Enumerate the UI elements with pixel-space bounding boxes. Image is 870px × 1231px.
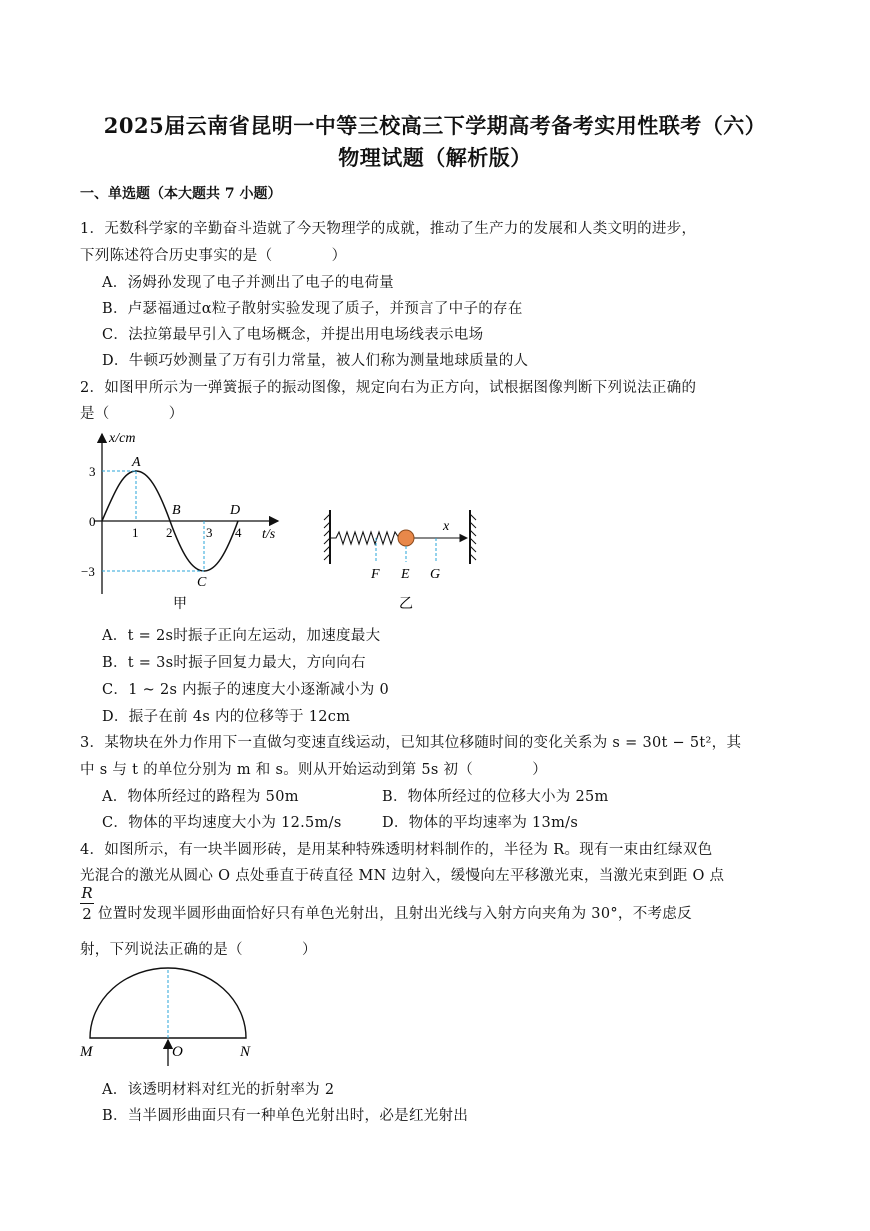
q2-figure-jia xyxy=(80,426,290,616)
axis-label-x-yi: x xyxy=(443,519,450,534)
q1-stem-line2: 下列陈述符合历史事实的是（ ） xyxy=(80,248,347,264)
q2-option-c: C．1 ~ 2s 内振子的速度大小逐渐减小为 0 xyxy=(102,682,389,698)
q3-option-c: C．物体的平均速度大小为 12.5m/s xyxy=(102,815,342,831)
q2-figure-yi xyxy=(320,500,480,615)
q3-stem-line1: 3．某物块在外力作用下一直做匀变速直线运动，已知其位移随时间的变化关系为 s = 30t − 5t²，其 xyxy=(80,735,742,751)
caption-jia: 甲 xyxy=(173,597,187,612)
tick-x-3: 3 xyxy=(206,525,213,540)
point-g: G xyxy=(430,567,441,582)
q4-stem-line2: 光混合的激光从圆心 O 点处垂直于砖直径 MN 边射入，缓慢向左平移激光束，当激光束到距 O 点 xyxy=(80,868,725,884)
q4-option-a: A．该透明材料对红光的折射率为 2 xyxy=(102,1082,335,1098)
q2-option-b: B．t = 3s时振子回复力最大，方向向右 xyxy=(102,655,366,671)
point-d: D xyxy=(230,503,241,518)
point-e: E xyxy=(401,567,410,582)
tick-x-1: 1 xyxy=(132,525,139,540)
point-c: C xyxy=(197,575,207,590)
tick-y-0: 0 xyxy=(89,514,96,529)
tick-y-3: 3 xyxy=(89,464,96,479)
section-heading: 一、单选题（本大题共 7 小题） xyxy=(80,186,282,202)
q4-stem-line1: 4．如图所示，有一块半圆形砖，是用某种特殊透明材料制作的，半径为 R。现有一束由红绿双色 xyxy=(80,842,713,858)
point-b: B xyxy=(172,503,181,518)
q4-fraction xyxy=(80,884,94,923)
q1-option-a: A．汤姆孙发现了电子并测出了电子的电荷量 xyxy=(102,275,394,291)
doc-title-line1: 2025届云南省昆明一中等三校高三下学期高考备考实用性联考（六） xyxy=(103,113,767,138)
q3-stem-line2: 中 s 与 t 的单位分别为 m 和 s。则从开始运动到第 5s 初（ ） xyxy=(80,762,548,778)
q1-stem-line1: 1．无数科学家的辛勤奋斗造就了今天物理学的成就，推动了生产力的发展和人类文明的进步， xyxy=(80,221,697,237)
x-axis-label: t/s xyxy=(262,527,276,542)
q3-option-b: B．物体所经过的位移大小为 25m xyxy=(382,789,609,805)
q4-stem-line3: 位置时发现半圆形曲面恰好只有单色光射出，且射出光线与入射方向夹角为 30°，不考虑反 xyxy=(98,906,692,922)
tick-x-4: 4 xyxy=(235,525,242,540)
oscillator-ball xyxy=(398,530,414,546)
point-m: M xyxy=(80,1044,93,1060)
point-f: F xyxy=(371,567,380,582)
q2-option-a: A．t = 2s时振子正向左运动，加速度最大 xyxy=(102,628,381,644)
q1-option-d: D．牛顿巧妙测量了万有引力常量，被人们称为测量地球质量的人 xyxy=(102,353,529,369)
q4-stem-line4: 射，下列说法正确的是（ ） xyxy=(80,942,317,958)
q2-stem-line1: 2．如图甲所示为一弹簧振子的振动图像，规定向右为正方向，试根据图像判断下列说法正确的 xyxy=(80,380,697,396)
spring xyxy=(330,532,400,544)
q1-option-c: C．法拉第最早引入了电场概念，并提出用电场线表示电场 xyxy=(102,327,484,343)
q3-option-d: D．物体的平均速率为 13m/s xyxy=(382,815,579,831)
q1-option-b: B．卢瑟福通过α粒子散射实验发现了质子，并预言了中子的存在 xyxy=(102,301,523,317)
q4-fraction-numerator: R xyxy=(81,884,93,902)
tick-y-neg3: −3 xyxy=(81,564,95,579)
q2-option-d: D．振子在前 4s 内的位移等于 12cm xyxy=(102,709,351,725)
q4-option-b: B．当半圆形曲面只有一种单色光射出时，必是红光射出 xyxy=(102,1108,469,1124)
point-a: A xyxy=(132,455,141,470)
q2-stem-line2: 是（ ） xyxy=(80,406,184,422)
doc-title-line2: 物理试题（解析版） xyxy=(338,145,532,170)
point-o: O xyxy=(172,1044,183,1060)
q3-option-a: A．物体所经过的路程为 50m xyxy=(102,789,299,805)
point-n: N xyxy=(240,1044,251,1060)
y-axis-label: x/cm xyxy=(109,431,136,446)
caption-yi: 乙 xyxy=(399,597,413,612)
q4-fraction-denominator: 2 xyxy=(82,905,92,923)
q4-semicircle-figure xyxy=(76,962,266,1070)
tick-x-2: 2 xyxy=(166,525,173,540)
